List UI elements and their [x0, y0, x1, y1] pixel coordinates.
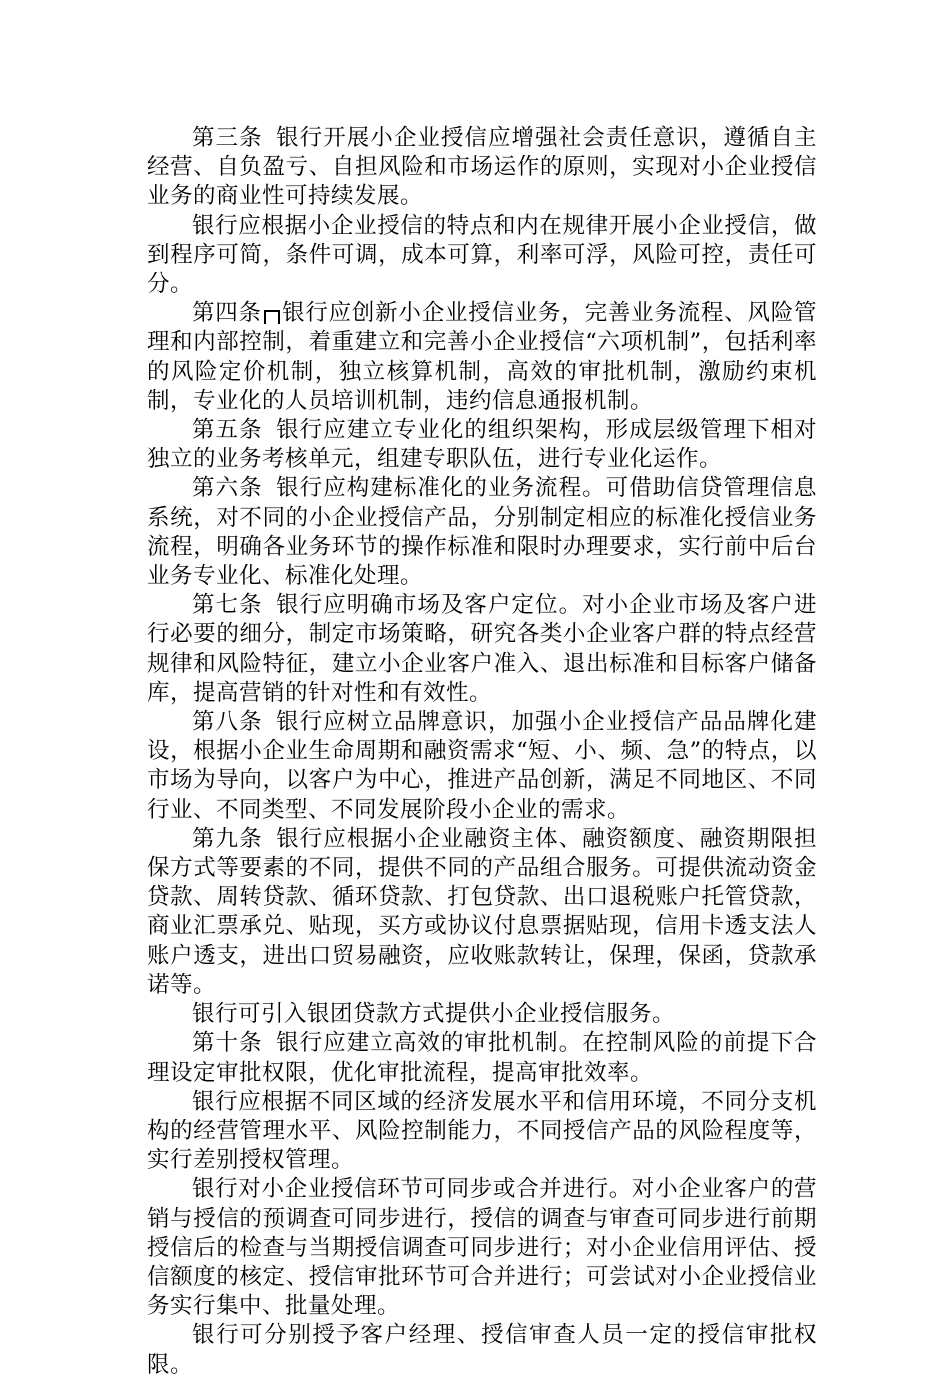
paragraph-article-10 — [147, 1029, 817, 1087]
paragraph-text: 银行应创新小企业授信业务，完善业务流程、风险管理和内部控制，着重建立和完善小企业授信“六项机制”，包括利率的风险定价机制，独立核算机制，高效的审批机制，激励约束机制，专业化的人员培训机制，违约信息通报机制。 — [147, 300, 817, 414]
paragraph-text: 银行应树立品牌意识，加强小企业授信产品品牌化建设，根据小企业生命周期和融资需求“短、小、频、急”的特点，以市场为导向，以客户为中心，推进产品创新，满足不同地区、不同行业、不同类型、不同发展阶段小企业的需求。 — [147, 709, 817, 823]
paragraph-article-10-cont-1 — [147, 1088, 817, 1176]
paragraph-text: 银行应构建标准化的业务流程。可借助信贷管理信息系统，对不同的小企业授信产品，分别制定相应的标准化授信业务流程，明确各业务环节的操作标准和限时办理要求，实行前中后台业务专业化、标准化处理。 — [147, 475, 817, 590]
document-body — [147, 124, 817, 1380]
article-number: 第九条 — [192, 825, 263, 852]
paragraph-article-3 — [147, 124, 817, 212]
article-number: 第十条 — [192, 1030, 263, 1057]
paragraph-text: 银行应建立高效的审批机制。在控制风险的前提下合理设定审批权限，优化审批流程，提高审批效率。 — [147, 1030, 817, 1086]
paragraph-text: 银行应根据小企业融资主体、融资额度、融资期限担保方式等要素的不同，提供不同的产品组合服务。可提供流动资金贷款、周转贷款、循环贷款、打包贷款、出口退税账户托管贷款，商业汇票承兑、贴现，买方或协议付息票据贴现，信用卡透支法人账户透支，进出口贸易融资，应收账款转让，保理，保函，贷款承诺等。 — [147, 825, 817, 998]
paragraph-text: 银行应建立专业化的组织架构，形成层级管理下相对独立的业务考核单元，组建专职队伍，进行专业化运作。 — [147, 417, 817, 473]
paragraph-article-7 — [147, 591, 817, 708]
article-number: 第四条 — [192, 300, 262, 327]
paragraph-article-9 — [147, 825, 817, 1000]
paragraph-text: 银行应根据小企业授信的特点和内在规律开展小企业授信，做到程序可简，条件可调，成本可算，利率可浮，风险可控，责任可分。 — [147, 212, 817, 298]
paragraph-text: 银行应明确市场及客户定位。对小企业市场及客户进行必要的细分，制定市场策略，研究各类小企业客户群的特点经营规律和风险特征，建立小企业客户准入、退出标准和目标客户储备库，提高营销的针对性和有效性。 — [147, 592, 817, 706]
paragraph-text: 银行开展小企业授信应增强社会责任意识，遵循自主经营、自负盈亏、自担风险和市场运作的原则，实现对小企业授信业务的商业性可持续发展。 — [147, 125, 817, 210]
paragraph-article-9-cont — [147, 1000, 817, 1029]
paragraph-article-10-cont-2 — [147, 1175, 817, 1321]
paragraph-text: 银行可引入银团贷款方式提供小企业授信服务。 — [192, 1001, 676, 1028]
paragraph-article-3-cont — [147, 212, 817, 300]
paragraph-article-10-cont-3 — [147, 1321, 817, 1379]
paragraph-text: 银行应根据不同区域的经济发展水平和信用环境，不同分支机构的经营管理水平、风险控制能力，不同授信产品的风险程度等，实行差别授权管理。 — [147, 1088, 817, 1174]
article-number: 第八条 — [192, 709, 263, 736]
article-number: 第三条 — [192, 125, 263, 151]
article-number: 第五条 — [192, 417, 263, 444]
paragraph-text: 银行对小企业授信环节可同步或合并进行。对小企业客户的营销与授信的预调查可同步进行，授信的调查与审查可同步进行前期授信后的检查与当期授信调查可同步进行；对小企业信用评估、授信额度的核定、授信审批环节可合并进行；可尝试对小企业授信业务实行集中、批量处理。 — [147, 1176, 817, 1320]
paragraph-text: 银行可分别授予客户经理、授信审查人员一定的授信审批权限。 — [147, 1322, 817, 1378]
paragraph-article-6 — [147, 474, 817, 591]
text-cursor-mark — [264, 310, 280, 324]
paragraph-article-5 — [147, 416, 817, 474]
article-number: 第七条 — [192, 592, 263, 619]
article-number: 第六条 — [192, 475, 263, 502]
paragraph-article-4 — [147, 299, 817, 416]
paragraph-article-8 — [147, 708, 817, 825]
